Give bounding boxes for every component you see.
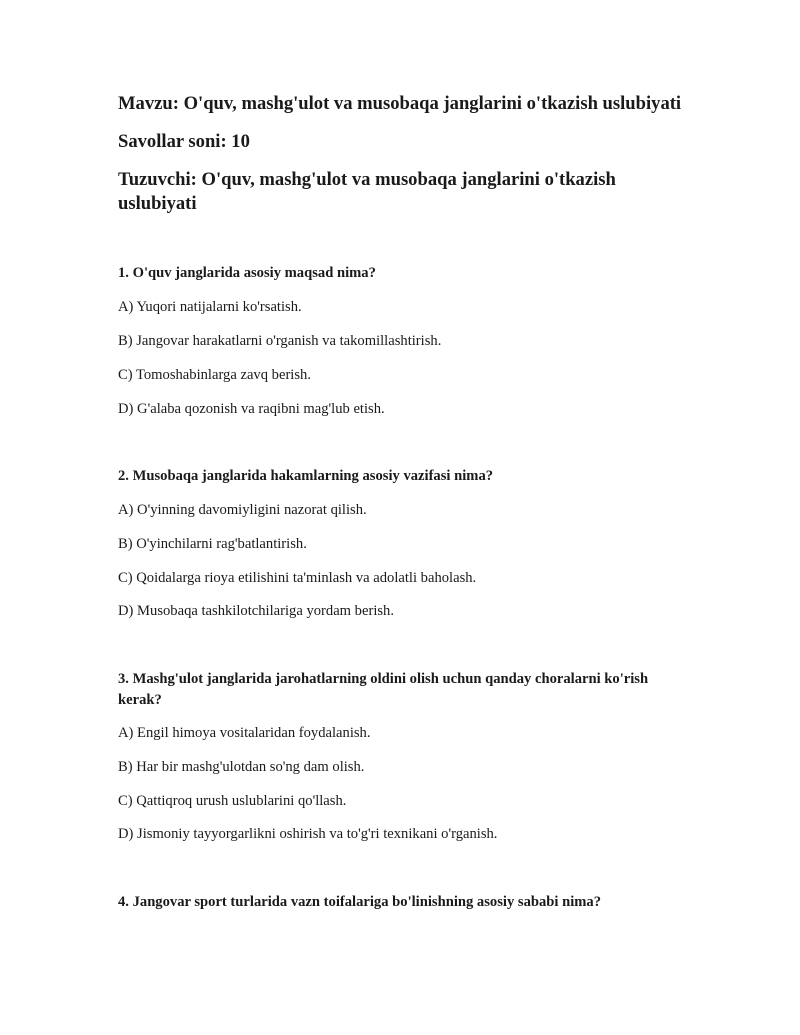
question-2-option-b: B) O'yinchilarni rag'batlantirish. — [118, 536, 307, 552]
question-1-option-d: D) G'alaba qozonish va raqibni mag'lub etish. — [118, 401, 385, 417]
topic-heading: Mavzu: O'quv, mashg'ulot va musobaqa janglarini o'tkazish uslubiyati — [118, 93, 682, 114]
question-2-option-c: C) Qoidalarga rioya etilishini ta'minlash va adolatli baholash. — [118, 570, 477, 586]
question-count-heading: Savollar soni: 10 — [118, 131, 250, 152]
question-3-text: 3. Mashg'ulot janglarida jarohatlarning oldini olish uchun qanday choralarni ko'rish kerak? — [118, 671, 649, 708]
question-3-option-b: B) Har bir mashg'ulotdan so'ng dam olish. — [118, 759, 365, 775]
author-heading: Tuzuvchi: O'quv, mashg'ulot va musobaqa janglarini o'tkazish uslubiyati — [118, 169, 616, 214]
question-2-option-d: D) Musobaqa tashkilotchilariga yordam berish. — [118, 603, 394, 619]
question-2-option-a: A) O'yinning davomiyligini nazorat qilish. — [118, 502, 367, 518]
question-1-option-c: C) Tomoshabinlarga zavq berish. — [118, 367, 311, 383]
question-2-text: 2. Musobaqa janglarida hakamlarning asosiy vazifasi nima? — [118, 468, 494, 484]
question-3-option-a: A) Engil himoya vositalaridan foydalanish. — [118, 725, 371, 741]
question-4-text: 4. Jangovar sport turlarida vazn toifalariga bo'linishning asosiy sababi nima? — [118, 894, 602, 910]
question-3-option-d: D) Jismoniy tayyorgarlikni oshirish va to'g'ri texnikani o'rganish. — [118, 826, 498, 842]
question-1-option-b: B) Jangovar harakatlarni o'rganish va takomillashtirish. — [118, 333, 442, 349]
question-1-text: 1. O'quv janglarida asosiy maqsad nima? — [118, 265, 376, 281]
question-1-option-a: A) Yuqori natijalarni ko'rsatish. — [118, 299, 302, 315]
question-3-option-c: C) Qattiqroq urush uslublarini qo'llash. — [118, 793, 347, 809]
